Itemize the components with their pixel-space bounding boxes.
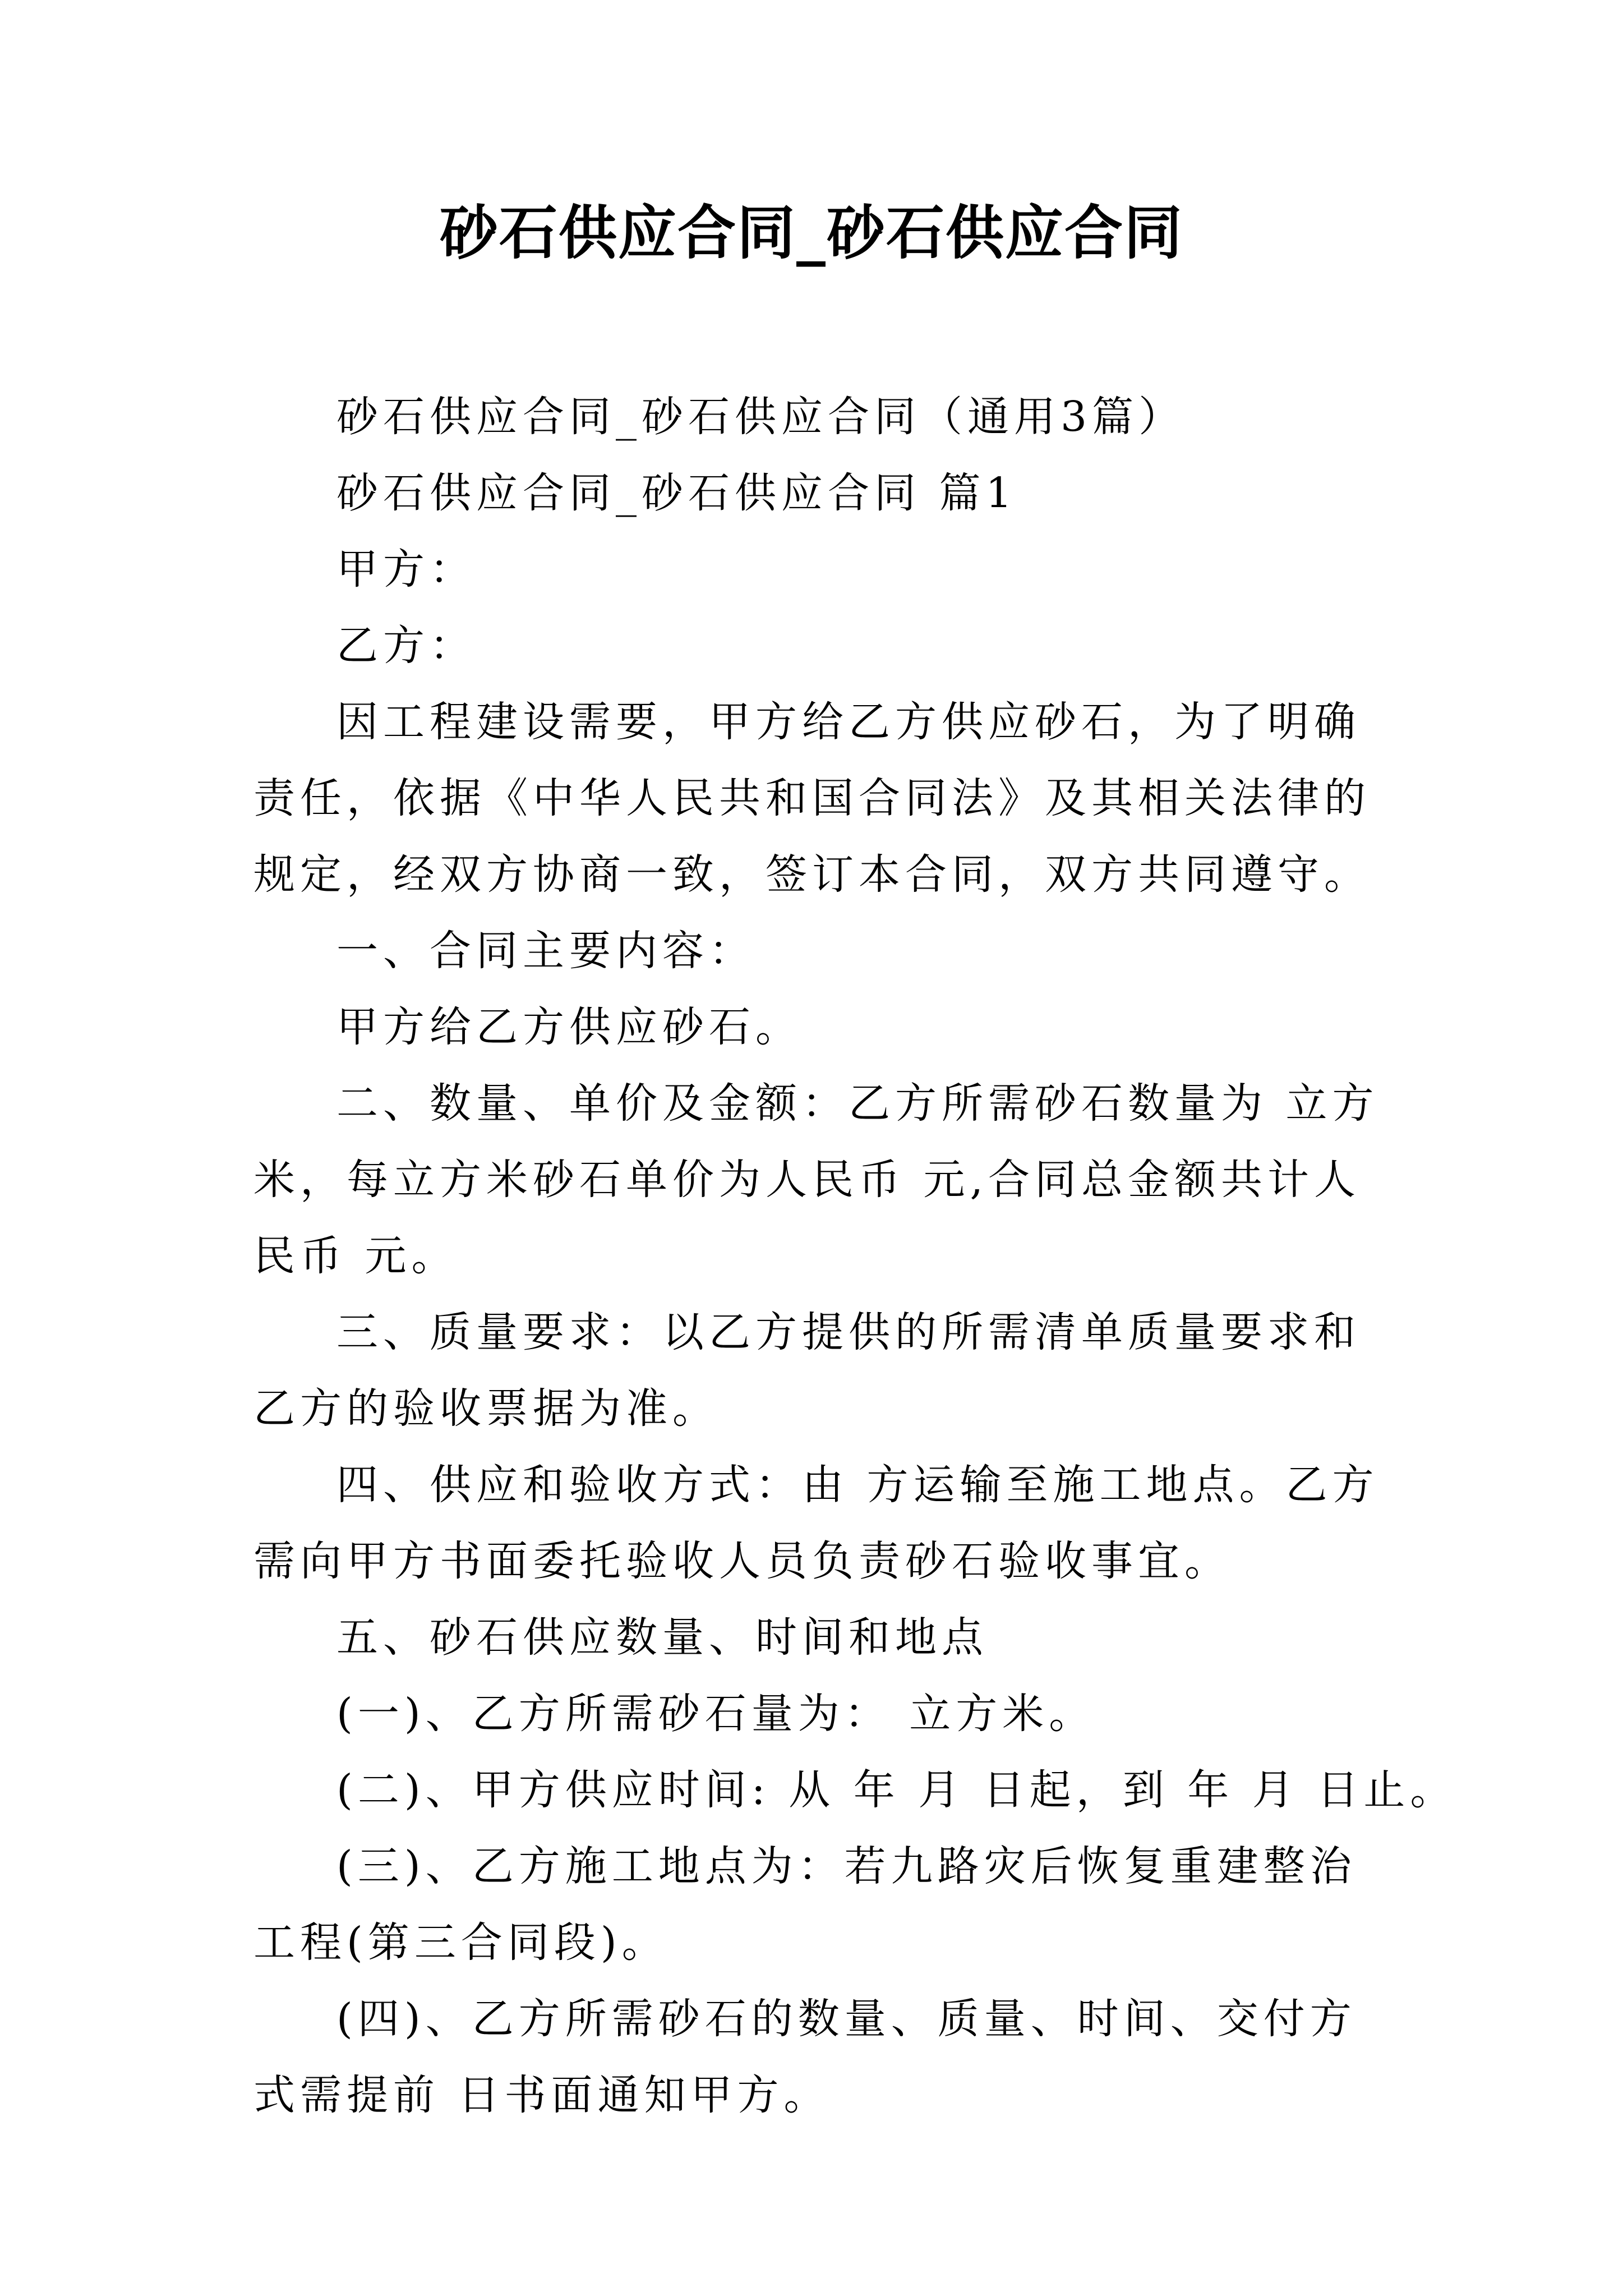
paragraph-intro: 因工程建设需要，甲方给乙方供应砂石，为了明确责任，依据《中华人民共和国合同法》及其相关法律的规定，经双方协商一致，签订本合同，双方共同遵守。	[253, 698, 1371, 899]
paragraph-section-1-body: 甲方给乙方供应砂石。	[336, 1003, 802, 1051]
document-body	[253, 379, 1457, 2133]
paragraph-section-5-item-3: (三)、乙方施工地点为：若九路灾后恢复重建整治工程(第三合同段)。	[253, 1842, 1357, 1967]
paragraph-subtitle: 砂石供应合同_砂石供应合同（通用3篇）	[336, 393, 1186, 441]
paragraph-section-5-item-1: (一)、乙方所需砂石量为： 立方米。	[336, 1690, 1096, 1738]
paragraph-section-5-item-2: (二)、甲方供应时间: 从 年 月 日起，到 年 月 日止。	[336, 1766, 1457, 1814]
paragraph-section-4: 四、供应和验收方式：由 方运输至施工地点。乙方需向甲方书面委托验收人员负责砂石验收事宜。	[253, 1461, 1379, 1585]
paragraph-section-5-heading: 五、砂石供应数量、时间和地点	[336, 1613, 988, 1662]
paragraph-part-heading: 砂石供应合同_砂石供应合同 篇1	[336, 469, 1017, 517]
paragraph-section-3: 三、质量要求：以乙方提供的所需清单质量要求和乙方的验收票据为准。	[253, 1308, 1361, 1433]
paragraph-section-1-heading: 一、合同主要内容：	[336, 927, 755, 975]
paragraph-section-5-item-4: (四)、乙方所需砂石的数量、质量、时间、交付方式需提前 日书面通知甲方。	[253, 1995, 1357, 2119]
paragraph-party-a: 甲方：	[336, 545, 476, 593]
paragraph-section-2: 二、数量、单价及金额：乙方所需砂石数量为 立方米，每立方米砂石单价为人民币 元,合同总金额共计人民币 元。	[253, 1079, 1379, 1280]
paragraph-party-b: 乙方：	[336, 622, 476, 670]
document-title: 砂石供应合同_砂石供应合同	[439, 198, 1183, 267]
